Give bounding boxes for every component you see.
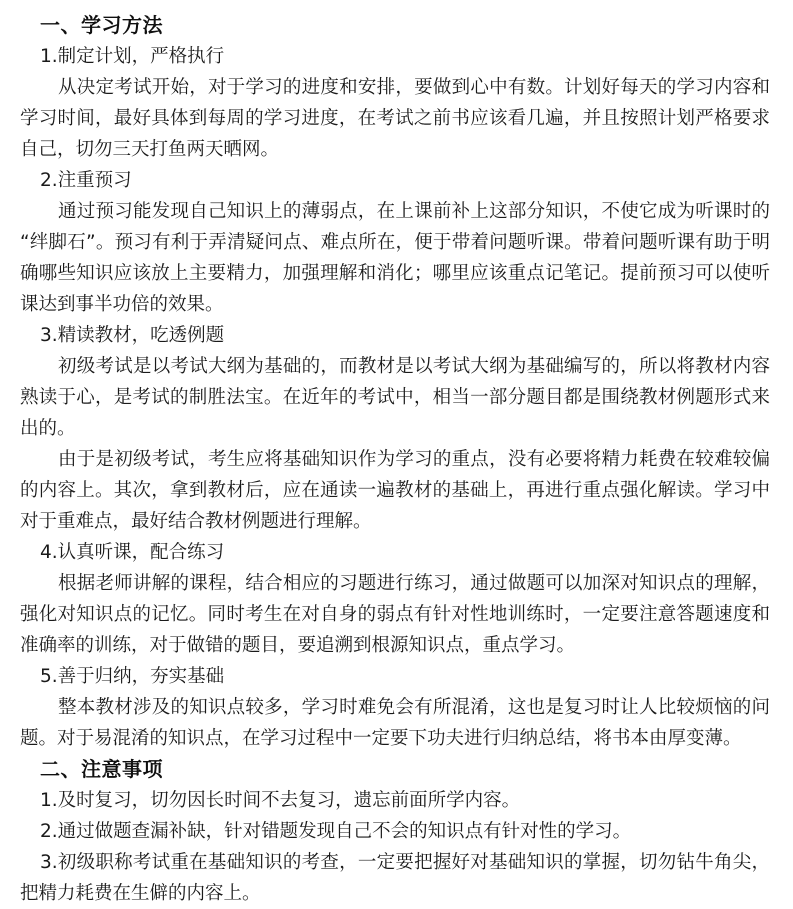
paragraph-listen-practice-1: 根据老师讲解的课程，结合相应的习题进行练习，通过做题可以加深对知识点的理解，强化对知识点的记忆。同时考生在对自身的弱点有针对性地训练时，一定要注意答题速度和准确率的训练，对于做错的题目，要追溯到根源知识点，重点学习。 — [20, 573, 770, 656]
subheading-summarize: 5.善于归纳，夯实基础 — [40, 666, 225, 687]
paragraph-make-plan-1: 从决定考试开始，对于学习的进度和安排，要做到心中有数。计划好每天的学习内容和学习时间，最好具体到每周的学习进度，在考试之前书应该看几遍，并且按照计划严格要求自己，切勿三天打鱼两天晒网。 — [20, 77, 770, 160]
subheading-read-textbook: 3.精读教材，吃透例题 — [40, 325, 225, 346]
document-body — [20, 10, 770, 909]
paragraph-summarize-1: 整本教材涉及的知识点较多，学习时难免会有所混淆，这也是复习时让人比较烦恼的问题。对于易混淆的知识点，在学习过程中一定要下功夫进行归纳总结，将书本由厚变薄。 — [20, 697, 770, 749]
subheading-listen-practice: 4.认真听课，配合练习 — [40, 542, 225, 563]
paragraph-read-textbook-2: 由于是初级考试，考生应将基础知识作为学习的重点，没有必要将精力耗费在较难较偏的内容上。其次，拿到教材后，应在通读一遍教材的基础上，再进行重点强化解读。学习中对于重难点，最好结合教材例题进行理解。 — [20, 449, 770, 532]
paragraph-preview-1: 通过预习能发现自己知识上的薄弱点，在上课前补上这部分知识，不使它成为听课时的“绊脚石”。预习有利于弄清疑问点、难点所在，便于带着问题听课。带着问题听课有助于明确哪些知识应该放上主要精力，加强理解和消化；哪里应该重点记笔记。提前预习可以使听课达到事半功倍的效果。 — [20, 201, 770, 315]
paragraph-read-textbook-1: 初级考试是以考试大纲为基础的，而教材是以考试大纲为基础编写的，所以将教材内容熟读于心，是考试的制胜法宝。在近年的考试中，相当一部分题目都是围绕教材例题形式来出的。 — [20, 356, 770, 439]
note-item-1: 1.及时复习，切勿因长时间不去复习，遗忘前面所学内容。 — [40, 790, 521, 811]
note-item-2: 2.通过做题查漏补缺，针对错题发现自己不会的知识点有针对性的学习。 — [40, 821, 632, 842]
section-heading-precautions: 二、注意事项 — [40, 757, 163, 781]
subheading-make-plan: 1.制定计划，严格执行 — [40, 46, 225, 67]
section-heading-study-methods: 一、学习方法 — [40, 13, 163, 37]
subheading-preview: 2.注重预习 — [40, 170, 132, 191]
note-item-3: 3.初级职称考试重在基础知识的考查，一定要把握好对基础知识的掌握，切勿钻牛角尖，把精力耗费在生僻的内容上。 — [20, 852, 770, 904]
